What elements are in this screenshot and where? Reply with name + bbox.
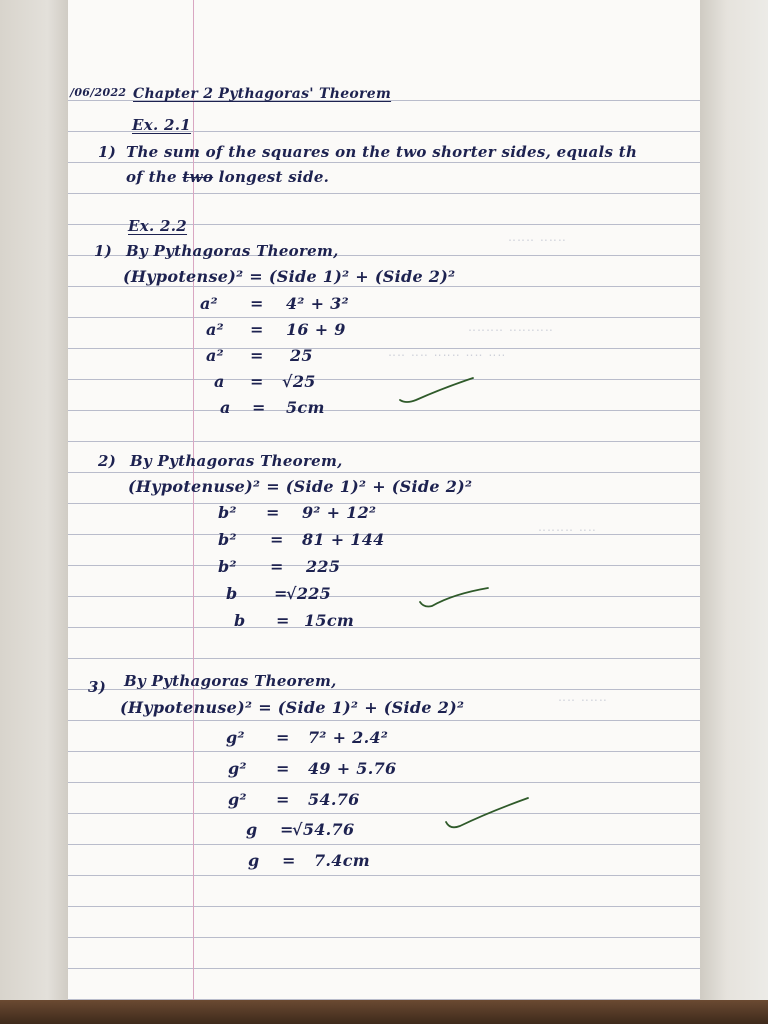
problem-2-step-2-rhs: 81 + 144 bbox=[302, 530, 385, 549]
teacher-tick-icon bbox=[398, 370, 478, 410]
problem-2-step-5-lhs: b bbox=[234, 611, 246, 630]
problem-2-step-3-rhs: 225 bbox=[306, 557, 341, 576]
equals-sign: = bbox=[280, 820, 294, 839]
page-edge-left bbox=[0, 0, 68, 1024]
equals-sign: = bbox=[250, 294, 264, 313]
problem-1-step-4-lhs: a bbox=[214, 372, 225, 391]
answer-line-2 bbox=[126, 168, 329, 186]
problem-3-step-2-lhs: g² bbox=[228, 759, 247, 778]
problem-2-formula: (Hypotenuse)² = (Side 1)² + (Side 2)² bbox=[128, 477, 473, 496]
problem-1-step-2-rhs: 16 + 9 bbox=[286, 320, 346, 339]
answer-line-2-start: of the bbox=[126, 168, 177, 186]
bleed-through-text: ‥‥‥‥ ‥‥ bbox=[538, 520, 597, 534]
equals-sign: = bbox=[276, 790, 290, 809]
problem-3-step-3-rhs: 54.76 bbox=[308, 790, 360, 809]
equals-sign: = bbox=[282, 851, 296, 870]
answer-line-2-end: longest side. bbox=[218, 168, 330, 186]
problem-3-step-1-rhs: 7² + 2.4² bbox=[308, 728, 389, 747]
problem-1-step-5-lhs: a bbox=[220, 398, 231, 417]
question-number: 1) bbox=[98, 143, 117, 161]
problem-3-step-2-rhs: 49 + 5.76 bbox=[308, 759, 397, 778]
problem-1-number: 1) bbox=[94, 242, 113, 260]
problem-3-step-4-rhs: √54.76 bbox=[292, 820, 355, 839]
entry-date: /06/2022 bbox=[70, 86, 127, 99]
exercise-2-1-heading: Ex. 2.1 bbox=[132, 116, 192, 134]
equals-sign: = bbox=[274, 584, 288, 603]
bleed-through-text: ‥‥ ‥‥ ‥‥‥ ‥‥ ‥‥ bbox=[388, 345, 507, 359]
bleed-through-text: ‥‥‥‥ ‥‥‥‥‥ bbox=[468, 320, 554, 334]
problem-1-step-1-rhs: 4² + 3² bbox=[286, 294, 349, 313]
answer-line-1: The sum of the squares on the two shorter sides, equals th bbox=[126, 143, 638, 161]
problem-1-formula: (Hypotense)² = (Side 1)² + (Side 2)² bbox=[123, 267, 456, 286]
page-edge-right bbox=[700, 0, 768, 1024]
problem-1-step-3-lhs: a² bbox=[206, 346, 224, 365]
problem-1-step-4-rhs: √25 bbox=[282, 372, 316, 391]
problem-2-step-3-lhs: b² bbox=[218, 557, 237, 576]
equals-sign: = bbox=[276, 728, 290, 747]
teacher-tick-icon bbox=[418, 584, 498, 614]
teacher-tick-icon bbox=[444, 796, 534, 836]
bleed-through-text: ‥‥‥ ‥‥‥ bbox=[508, 230, 567, 244]
problem-3-step-5-lhs: g bbox=[248, 851, 260, 870]
equals-sign: = bbox=[270, 557, 284, 576]
problem-1-step-1-lhs: a² bbox=[200, 294, 218, 313]
problem-2-number: 2) bbox=[98, 452, 117, 470]
equals-sign: = bbox=[270, 530, 284, 549]
problem-2-answer: 15cm bbox=[304, 611, 355, 630]
struck-out-word: two bbox=[182, 168, 214, 186]
notebook-page bbox=[68, 0, 700, 1000]
equals-sign: = bbox=[250, 372, 264, 391]
problem-1-step-3-rhs: 25 bbox=[290, 346, 313, 365]
problem-3-intro: By Pythagoras Theorem, bbox=[124, 672, 337, 690]
problem-3-step-1-lhs: g² bbox=[226, 728, 245, 747]
exercise-2-2-heading: Ex. 2.2 bbox=[128, 217, 188, 235]
problem-3-answer: 7.4cm bbox=[314, 851, 371, 870]
problem-3-step-3-lhs: g² bbox=[228, 790, 247, 809]
problem-3-number: 3) bbox=[88, 678, 107, 696]
page-top-margin bbox=[68, 0, 700, 100]
equals-sign: = bbox=[252, 398, 266, 417]
problem-3-formula: (Hypotenuse)² = (Side 1)² + (Side 2)² bbox=[120, 698, 465, 717]
equals-sign: = bbox=[266, 503, 280, 522]
equals-sign: = bbox=[276, 611, 290, 630]
chapter-title: Chapter 2 Pythagoras' Theorem bbox=[133, 86, 392, 102]
problem-1-step-2-lhs: a² bbox=[206, 320, 224, 339]
problem-3-step-4-lhs: g bbox=[246, 820, 258, 839]
desk-surface bbox=[0, 1000, 768, 1024]
problem-2-step-4-lhs: b bbox=[226, 584, 238, 603]
problem-1-answer: 5cm bbox=[286, 398, 325, 417]
problem-2-intro: By Pythagoras Theorem, bbox=[130, 452, 343, 470]
problem-1-intro: By Pythagoras Theorem, bbox=[126, 242, 339, 260]
equals-sign: = bbox=[276, 759, 290, 778]
bleed-through-text: ‥‥ ‥‥‥ bbox=[558, 690, 608, 704]
problem-2-step-2-lhs: b² bbox=[218, 530, 237, 549]
problem-2-step-1-lhs: b² bbox=[218, 503, 237, 522]
equals-sign: = bbox=[250, 346, 264, 365]
problem-2-step-1-rhs: 9² + 12² bbox=[302, 503, 377, 522]
equals-sign: = bbox=[250, 320, 264, 339]
problem-2-step-4-rhs: √225 bbox=[286, 584, 332, 603]
